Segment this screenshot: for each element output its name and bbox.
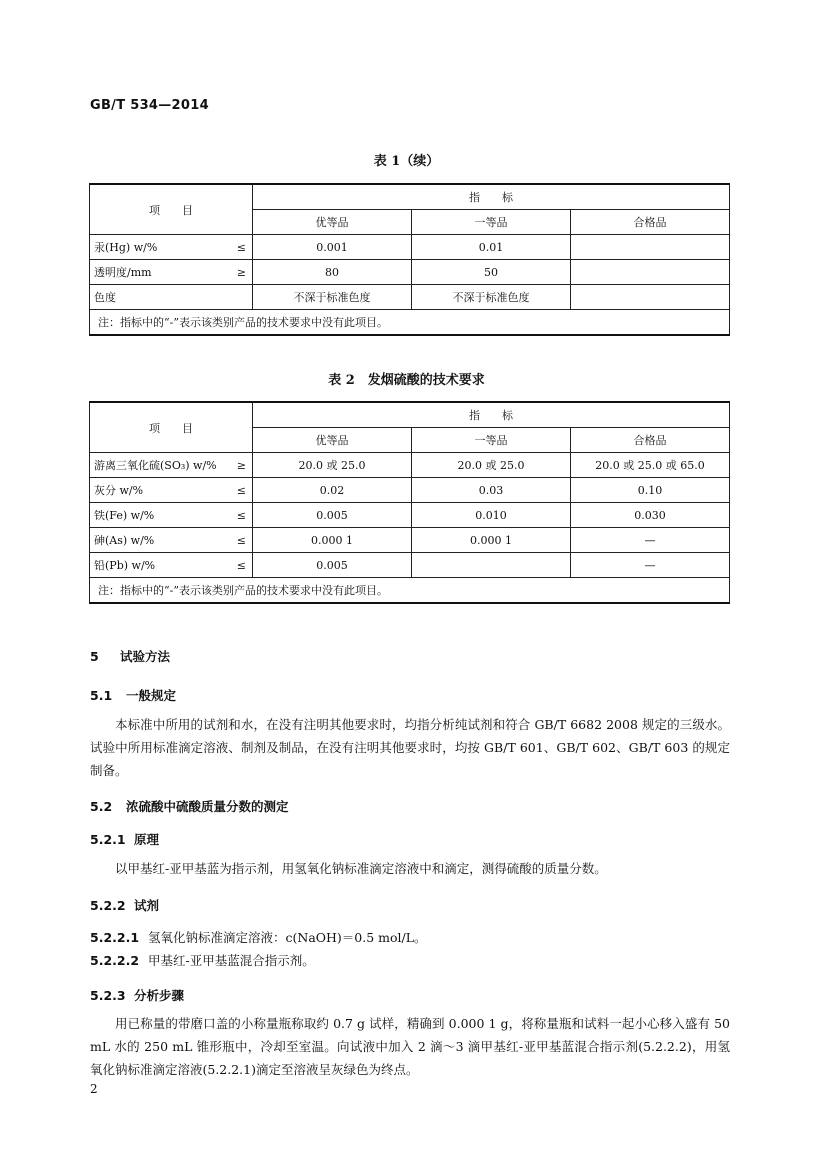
table2-row-sym: ≥	[224, 453, 253, 478]
table2-row-sym: ≤	[224, 528, 253, 553]
table1-head-item: 项 目	[90, 184, 253, 235]
section-title: 分析步骤	[134, 988, 185, 1003]
section-number: 5.2.3	[90, 988, 126, 1003]
table2-grade-3: 合格品	[571, 428, 730, 453]
table2-cell: 0.000 1	[412, 528, 571, 553]
table2-note: 注：指标中的“-”表示该类别产品的技术要求中没有此项目。	[90, 578, 730, 604]
section-title: 试验方法	[120, 649, 171, 664]
table2-row-item: 铁(Fe) w/%	[90, 503, 225, 528]
standard-code: GB/T 534—2014	[90, 98, 209, 113]
section-title: 原理	[134, 832, 160, 847]
table1-row-sym: ≥	[224, 260, 253, 285]
item-5-2-2-1	[90, 928, 427, 946]
table-row	[90, 285, 730, 310]
table2-cell: 0.005	[253, 553, 412, 578]
table2-cell	[412, 553, 571, 578]
table2-cell: 0.005	[253, 503, 412, 528]
section-5-2-3-heading	[90, 986, 184, 1004]
table1-row-item: 汞(Hg) w/%	[90, 235, 225, 260]
table2-cell: 0.000 1	[253, 528, 412, 553]
paragraph-5-2-3: 用已称量的带磨口盖的小称量瓶称取约 0.7 g 试样，精确到 0.000 1 g，将称量瓶和试料一起小心移入盛有 50 mL 水的 250 mL 锥形瓶中，冷却至室温。向试液中加入 2 滴～3 滴甲基红-亚甲基蓝混合指示剂(5.2.2.2)，用氢氧化钠标准滴定溶液(5.2.2.1)滴定至溶液呈灰绿色为终点。	[90, 1016, 730, 1077]
table2-grade-1: 优等品	[253, 428, 412, 453]
table-row	[90, 235, 730, 260]
table2-row-sym: ≤	[224, 553, 253, 578]
table1-cell: 0.001	[253, 235, 412, 260]
section-title: 浓硫酸中硫酸质量分数的测定	[126, 799, 289, 814]
table-row	[90, 478, 730, 503]
page-number: 2	[90, 1082, 98, 1096]
item-number: 5.2.2.2	[90, 953, 140, 968]
table-row	[90, 528, 730, 553]
table1-cell: 50	[412, 260, 571, 285]
table2-row-item: 铅(Pb) w/%	[90, 553, 225, 578]
section-number: 5.2.1	[90, 832, 126, 847]
section-number: 5.1	[90, 688, 113, 703]
table2-row-sym: ≤	[224, 503, 253, 528]
section-number: 5	[90, 649, 99, 664]
table1-grade-2: 一等品	[412, 210, 571, 235]
section-number: 5.2.2	[90, 898, 126, 913]
paragraph-5-2-1: 以甲基红-亚甲基蓝为指示剂，用氢氧化钠标准滴定溶液中和滴定，测得硫酸的质量分数。	[115, 861, 607, 876]
section-5-2-2-heading	[90, 896, 159, 914]
section-title: 一般规定	[126, 688, 177, 703]
table1	[89, 183, 730, 336]
table-row	[90, 453, 730, 478]
section-5-2-heading	[90, 797, 289, 815]
table2-cell: 20.0 或 25.0	[412, 453, 571, 478]
table2-cell: 0.10	[571, 478, 730, 503]
table2-row-item: 灰分 w/%	[90, 478, 225, 503]
table2-cell: 0.02	[253, 478, 412, 503]
table1-cell: 0.01	[412, 235, 571, 260]
table1-cell: 不深于标准色度	[253, 285, 412, 310]
table2-row-item: 游离三氧化硫(SO₃) w/%	[90, 453, 225, 478]
table-row	[90, 553, 730, 578]
section-5-2-1-heading	[90, 830, 159, 848]
table2-row-sym: ≤	[224, 478, 253, 503]
table1-note: 注：指标中的“-”表示该类别产品的技术要求中没有此项目。	[90, 310, 730, 336]
table2-head-index: 指 标	[253, 402, 730, 428]
section-number: 5.2	[90, 799, 113, 814]
table1-caption: 表 1（续）	[373, 154, 440, 169]
table2-cell: 0.010	[412, 503, 571, 528]
table-row	[90, 503, 730, 528]
table2-cell: 20.0 或 25.0	[253, 453, 412, 478]
table2-grade-2: 一等品	[412, 428, 571, 453]
table1-cell	[571, 260, 730, 285]
table1-row-sym: ≤	[224, 235, 253, 260]
table1-row-item: 透明度/mm	[90, 260, 225, 285]
table2-cell: —	[571, 553, 730, 578]
table1-grade-1: 优等品	[253, 210, 412, 235]
section-5-1-heading	[90, 686, 176, 704]
table1-row-item: 色度	[90, 285, 225, 310]
table1-row-sym	[224, 285, 253, 310]
table2-cell: 0.030	[571, 503, 730, 528]
item-text: 甲基红-亚甲基蓝混合指示剂。	[148, 953, 315, 968]
item-number: 5.2.2.1	[90, 930, 140, 945]
table1-cell	[571, 285, 730, 310]
table1-cell	[571, 235, 730, 260]
table2-cell: 0.03	[412, 478, 571, 503]
table1-cell: 80	[253, 260, 412, 285]
table1-grade-3: 合格品	[571, 210, 730, 235]
table2-head-item: 项 目	[90, 402, 253, 453]
section-title: 试剂	[134, 898, 160, 913]
paragraph-5-1: 本标准中所用的试剂和水，在没有注明其他要求时，均指分析纯试剂和符合 GB/T 6682 2008 规定的三级水。试验中所用标准滴定溶液、制剂及制品，在没有注明其他要求时，均按 GB/T 601、GB/T 602、GB/T 603 的规定制备。	[90, 717, 730, 778]
table2	[89, 401, 730, 604]
table2-cell: —	[571, 528, 730, 553]
item-text: 氢氧化钠标准滴定溶液：c(NaOH)＝0.5 mol/L。	[148, 930, 427, 945]
table-row	[90, 260, 730, 285]
table1-cell: 不深于标准色度	[412, 285, 571, 310]
item-5-2-2-2	[90, 951, 315, 969]
table2-row-item: 砷(As) w/%	[90, 528, 225, 553]
table1-head-index: 指 标	[253, 184, 730, 210]
table2-caption: 表 2 发烟硫酸的技术要求	[328, 373, 485, 388]
table2-cell: 20.0 或 25.0 或 65.0	[571, 453, 730, 478]
section-5-heading	[90, 647, 170, 665]
